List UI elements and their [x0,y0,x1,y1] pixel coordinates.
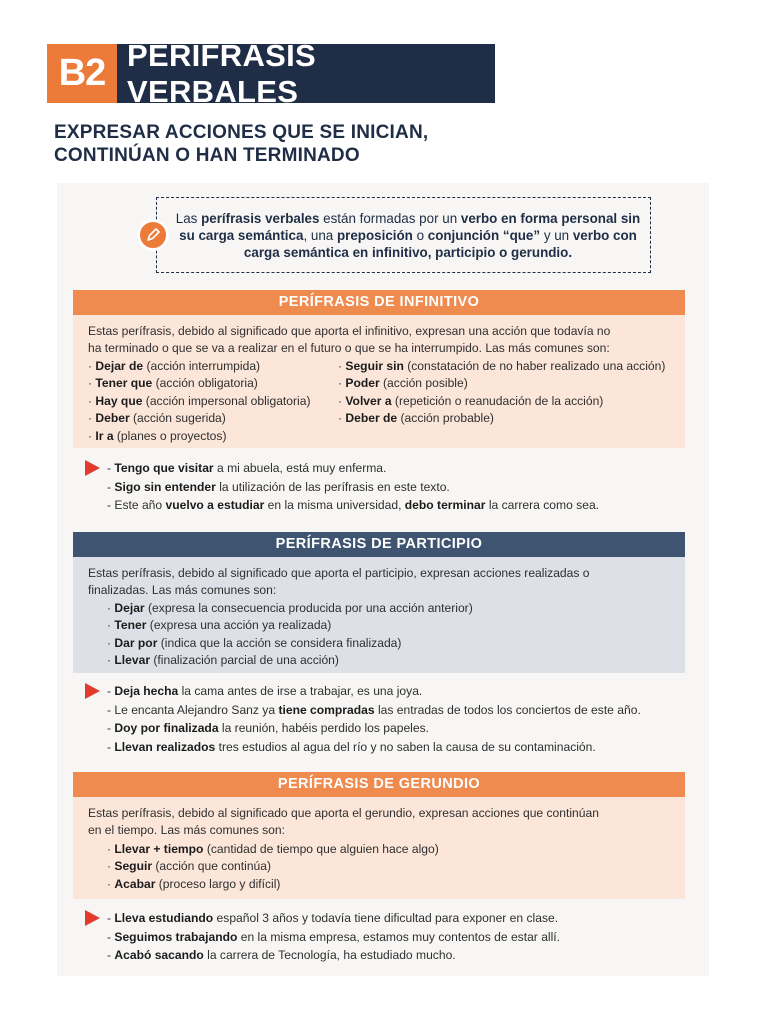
list-item: · Llevar (finalización parcial de una acción) [107,653,339,668]
note-part: y un [540,228,573,243]
intro-line: Estas perífrasis, debido al significado que aporta el infinitivo, expresan una acción que todavía no [88,324,611,338]
list-item: · Hay que (acción impersonal obligatoria) [88,393,311,408]
example-arrow-icon [85,683,100,699]
infinitivo-intro [88,323,610,358]
list-item: · Tener que (acción obligatoria) [88,376,258,391]
example-line: - Deja hecha la cama antes de irse a trabajar, es una joya. [107,684,423,698]
list-item: · Dar por (indica que la acción se considera finalizada) [107,635,402,650]
subtitle [54,121,428,167]
participio-list [107,600,473,670]
example-arrow-icon [85,460,100,476]
gerundio-list [107,841,439,893]
example-line: - Este año vuelvo a estudiar en la misma universidad, debo terminar la carrera como sea. [107,498,600,513]
intro-line: ha terminado o que se va a realizar en el futuro o que se ha interrumpido. Las más comunes son: [88,341,610,356]
example-line: - Tengo que visitar a mi abuela, está muy enferma. [107,461,387,475]
note-part: o [412,228,428,243]
infinitivo-heading: PERÍFRASIS DE INFINITIVO [73,290,685,315]
intro-line: Estas perífrasis, debido al significado que aporta el participio, expresan acciones realizadas o [88,566,590,580]
level-badge: B2 [47,44,117,103]
list-item: · Dejar de (acción interrumpida) [88,359,261,373]
infinitivo-examples [107,459,599,515]
unit-header [47,37,495,109]
infinitivo-list-right [338,358,665,428]
intro-line: finalizadas. Las más comunes son: [88,583,277,598]
example-line: - Lleva estudiando español 3 años y todavía tiene dificultad para exponer en clase. [107,911,559,925]
example-line: - Sigo sin entender la utilización de las perífrasis en este texto. [107,479,450,494]
list-item: · Seguir (acción que continúa) [107,859,272,874]
list-item: · Poder (acción posible) [338,376,468,391]
subtitle-line: EXPRESAR ACCIONES QUE SE INICIAN, [54,122,429,143]
example-line: - Acabó sacando la carrera de Tecnología, ha estudiado mucho. [107,948,456,963]
note-part: Las [175,211,202,226]
list-item: · Seguir sin (constatación de no haber realizado una acción) [338,359,666,373]
participio-examples [107,682,641,756]
note-part: verbo con carga semántica en infinitivo, participio o gerundio. [243,228,637,260]
list-item: · Volver a (repetición o reanudación de la acción) [338,393,604,408]
note-part: conjunción “que” [427,228,541,243]
intro-line: Estas perífrasis, debido al significado que aporta el gerundio, expresan acciones que continúan [88,806,599,820]
gerundio-intro [88,805,599,840]
list-item: · Deber de (acción probable) [338,411,494,426]
pencil-icon [137,219,169,251]
example-line: - Le encanta Alejandro Sanz ya tiene compradas las entradas de todos los conciertos de este año. [107,702,641,717]
example-arrow-icon [85,910,100,926]
note-part: verbo en forma personal sin su carga semántica [179,211,641,243]
note-part: , una [303,228,337,243]
note-part: preposición [336,228,413,243]
gerundio-heading: PERÍFRASIS DE GERUNDIO [73,772,685,797]
note-part: están formadas por un [319,211,461,226]
list-item: · Llevar + tiempo (cantidad de tiempo que alguien hace algo) [107,842,439,856]
participio-intro [88,565,590,600]
subtitle-line: CONTINÚAN O HAN TERMINADO [54,145,360,166]
list-item: · Tener (expresa una acción ya realizada) [107,618,332,633]
example-line: - Llevan realizados tres estudios al agua del río y no saben la causa de su contaminación. [107,739,596,754]
participio-heading: PERÍFRASIS DE PARTICIPIO [73,532,685,557]
example-line: - Seguimos trabajando en la misma empresa, estamos muy contentos de estar allí. [107,929,561,944]
list-item: · Dejar (expresa la consecuencia producida por una acción anterior) [107,601,473,615]
gerundio-examples [107,909,560,965]
list-item: · Deber (acción sugerida) [88,411,226,426]
example-line: - Doy por finalizada la reunión, habéis perdido los papeles. [107,721,429,736]
definition-text [168,210,648,261]
list-item: · Acabar (proceso largo y difícil) [107,876,281,891]
list-item: · Ir a (planes o proyectos) [88,428,227,443]
infinitivo-list-left [88,358,311,445]
note-part: perífrasis verbales [201,211,320,226]
page-title: PERÍFRASIS VERBALES [117,44,495,103]
intro-line: en el tiempo. Las más comunes son: [88,823,285,838]
